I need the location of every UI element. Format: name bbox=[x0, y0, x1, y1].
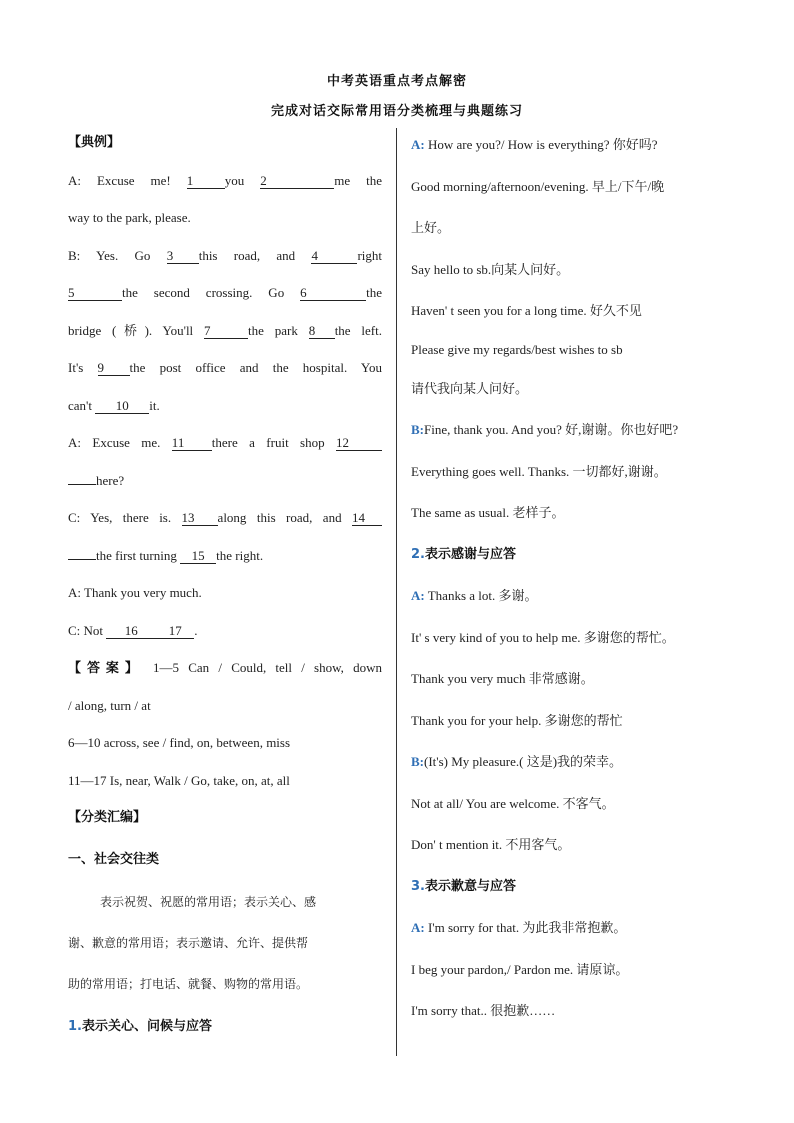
document-title: 中考英语重点考点解密 bbox=[326, 74, 467, 89]
example-heading: 【典例】 bbox=[68, 135, 121, 150]
phrase-line: A: I'm sorry for that. 为此我非常抱歉。 bbox=[411, 920, 627, 935]
blank-11: 11 bbox=[172, 436, 212, 451]
phrase-line: The same as usual. 老样子。 bbox=[411, 505, 565, 520]
blank-6: 6 bbox=[300, 286, 366, 301]
answer-label: 【答案】 bbox=[68, 661, 144, 676]
dialogue-line: 5 the second crossing. Go 6 the bbox=[68, 285, 382, 300]
speaker-b-label: B: bbox=[411, 422, 424, 437]
dialogue-line: bridge (桥). You'll 7 the park 8 the left. bbox=[68, 322, 382, 338]
answer-line: 11—17 Is, near, Walk / Go, take, on, at, all bbox=[68, 772, 290, 788]
blank-16: 16 bbox=[106, 624, 156, 639]
phrase-line: B:(It's) My pleasure.( 这是)我的荣幸。 bbox=[411, 754, 623, 769]
blank-4: 4 bbox=[311, 249, 357, 264]
subsection-heading: 3.表示歉意与应答 bbox=[411, 878, 516, 894]
blank-7: 7 bbox=[204, 324, 248, 339]
left-column bbox=[68, 124, 382, 1048]
phrase-line: It' s very kind of you to help me. 多谢您的帮忙。 bbox=[411, 629, 675, 645]
category-heading: 【分类汇编】 bbox=[68, 810, 147, 825]
phrase-line: A: How are you?/ How is everything? 你好吗? bbox=[411, 137, 658, 152]
blank-8: 8 bbox=[309, 324, 335, 339]
subsection-heading: 2.表示感谢与应答 bbox=[411, 546, 516, 562]
blank-12: 12 bbox=[336, 436, 382, 451]
blank-5: 5 bbox=[68, 286, 122, 301]
dialogue-line: C: Yes, there is. 13 along this road, and 14 bbox=[68, 499, 382, 537]
phrase-line: A: Thanks a lot. 多谢。 bbox=[411, 588, 538, 603]
dialogue-line: A: Thank you very much. bbox=[68, 585, 202, 600]
phrase-line: B:Fine, thank you. And you? 好,谢谢。你也好吧? bbox=[411, 422, 679, 437]
paragraph-line: 表示祝贺、祝愿的常用语；表示关心、感 bbox=[100, 894, 317, 909]
blank-2: 2 bbox=[260, 174, 334, 189]
phrase-line: Don' t mention it. 不用客气。 bbox=[411, 837, 571, 852]
phrase-line: I beg your pardon,/ Pardon me. 请原谅。 bbox=[411, 961, 629, 977]
speaker-a-label: A: bbox=[411, 137, 425, 152]
subsection-heading: 1.表示关心、问候与应答 bbox=[68, 1018, 212, 1034]
blank-10: 10 bbox=[95, 399, 149, 414]
dialogue-line: It's 9 the post office and the hospital. You bbox=[68, 360, 382, 375]
dialogue-line: C: Not 16 17 . bbox=[68, 622, 198, 638]
dialogue-line: here? bbox=[68, 462, 382, 500]
phrase-line: Say hello to sb.向某人问好。 bbox=[411, 261, 570, 277]
document-subtitle: 完成对话交际常用语分类梳理与典题练习 bbox=[270, 104, 523, 119]
dialogue-line: B: Yes. Go 3 this road, and 4 right bbox=[68, 247, 382, 263]
blank-1: 1 bbox=[187, 174, 225, 189]
blank-14: 14 bbox=[352, 511, 382, 526]
phrase-line: Thank you very much 非常感谢。 bbox=[411, 671, 594, 686]
speaker-a-label: A: bbox=[411, 920, 425, 935]
answer-line: 6—10 across, see / find, on, between, miss bbox=[68, 735, 291, 750]
dialogue-line: A: Excuse me! 1 you 2 me the bbox=[68, 172, 382, 188]
phrase-line: Haven' t seen you for a long time. 好久不见 bbox=[411, 303, 642, 318]
blank-9: 9 bbox=[98, 361, 130, 376]
right-column bbox=[411, 124, 731, 1032]
paragraph-line: 谢、歉意的常用语；表示邀请、允许、提供帮 bbox=[68, 935, 309, 950]
phrase-line: Thank you for your help. 多谢您的帮忙 bbox=[411, 712, 623, 728]
phrase-line: 请代我向某人问好。 bbox=[411, 380, 529, 396]
dialogue-line: way to the park, please. bbox=[68, 210, 191, 225]
speaker-b-label: B: bbox=[411, 754, 424, 769]
phrase-line: 上好。 bbox=[411, 220, 451, 235]
section-heading: 一、社会交往类 bbox=[68, 851, 160, 867]
blank-3: 3 bbox=[167, 249, 199, 264]
phrase-line: I'm sorry that.. 很抱歉…… bbox=[411, 1003, 556, 1018]
answer-line: 【答案】 1—5 Can / Could, tell / show, down bbox=[68, 660, 382, 676]
blank-17: 17 bbox=[156, 624, 194, 639]
blank-13: 13 bbox=[182, 511, 218, 526]
phrase-line: Good morning/afternoon/evening. 早上/下午/晚 bbox=[411, 178, 665, 194]
dialogue-line: A: Excuse me. 11 there a fruit shop 12 bbox=[68, 424, 382, 462]
phrase-line: Please give my regards/best wishes to sb bbox=[411, 341, 623, 357]
phrase-line: Everything goes well. Thanks. 一切都好,谢谢。 bbox=[411, 463, 667, 479]
dialogue-line: the first turning 15 the right. bbox=[68, 537, 382, 575]
dialogue-line: can't 10 it. bbox=[68, 397, 160, 413]
phrase-line: Not at all/ You are welcome. 不客气。 bbox=[411, 795, 615, 811]
blank-12-cont bbox=[68, 484, 96, 485]
answer-line: / along, turn / at bbox=[68, 697, 151, 713]
blank-15: 15 bbox=[180, 549, 216, 564]
blank-14-cont bbox=[68, 559, 96, 560]
speaker-a-label: A: bbox=[411, 588, 425, 603]
column-divider bbox=[396, 128, 397, 1056]
paragraph-line: 助的常用语；打电话、就餐、购物的常用语。 bbox=[68, 976, 309, 991]
